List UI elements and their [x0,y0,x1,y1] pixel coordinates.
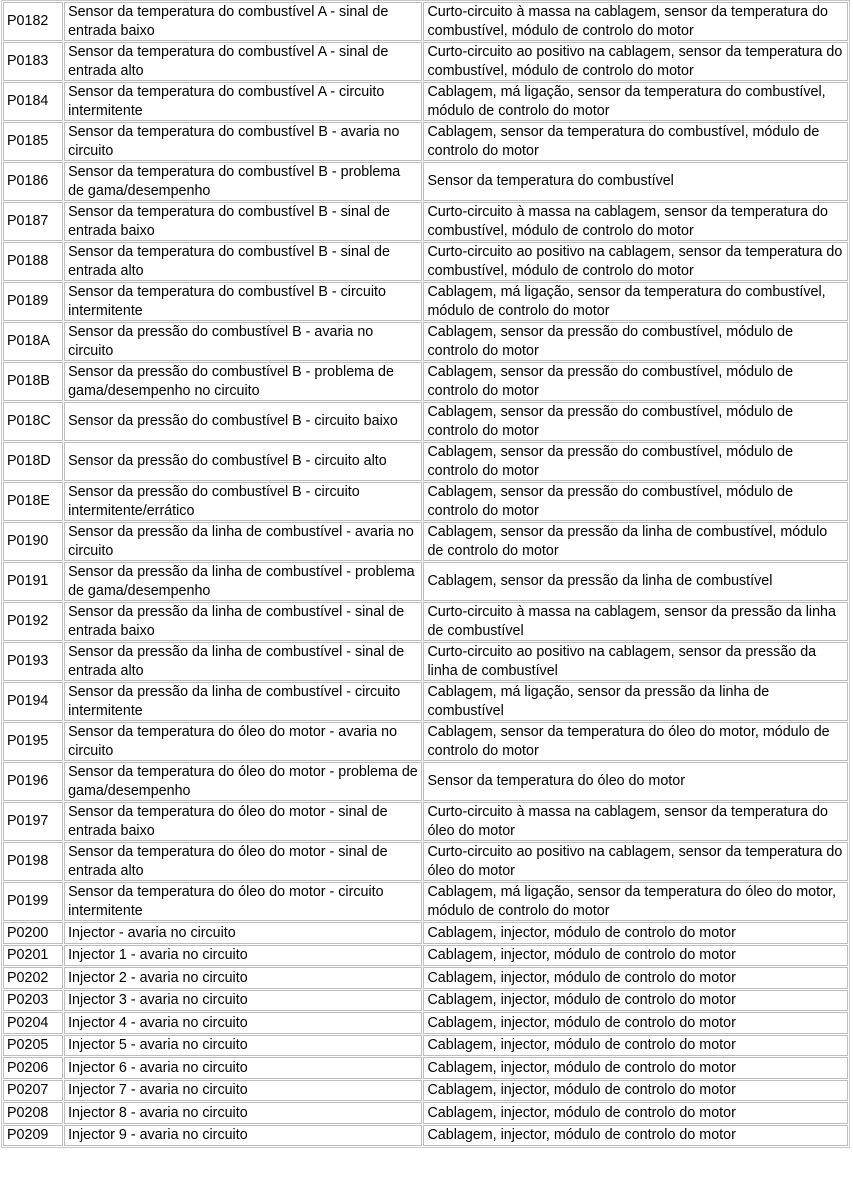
description-cell: Sensor da pressão do combustível B - avaria no circuito [64,322,422,361]
description-cell: Sensor da temperatura do combustível B - sinal de entrada alto [64,242,422,281]
table-row [3,882,848,921]
cause-cell: Curto-circuito à massa na cablagem, sensor da temperatura do óleo do motor [423,802,848,841]
code-cell: P0199 [3,882,63,921]
code-cell: P0188 [3,242,63,281]
code-cell: P0206 [3,1057,63,1079]
description-cell: Sensor da pressão da linha de combustível - avaria no circuito [64,522,422,561]
description-cell: Injector 9 - avaria no circuito [64,1125,422,1147]
code-cell: P0186 [3,162,63,201]
description-cell: Sensor da temperatura do combustível B - avaria no circuito [64,122,422,161]
description-cell: Injector 4 - avaria no circuito [64,1012,422,1034]
cause-cell: Curto-circuito ao positivo na cablagem, sensor da temperatura do óleo do motor [423,842,848,881]
table-row [3,842,848,881]
table-row [3,1080,848,1102]
cause-cell: Cablagem, sensor da pressão do combustível, módulo de controlo do motor [423,322,848,361]
description-cell: Sensor da pressão da linha de combustível - sinal de entrada alto [64,642,422,681]
description-cell: Injector 8 - avaria no circuito [64,1102,422,1124]
table-row [3,682,848,721]
description-cell: Sensor da temperatura do óleo do motor - sinal de entrada baixo [64,802,422,841]
cause-cell: Cablagem, má ligação, sensor da pressão da linha de combustível [423,682,848,721]
description-cell: Sensor da temperatura do óleo do motor - circuito intermitente [64,882,422,921]
description-cell: Injector 5 - avaria no circuito [64,1035,422,1057]
code-cell: P0185 [3,122,63,161]
fault-code-table-body [3,2,848,1146]
code-cell: P0189 [3,282,63,321]
code-cell: P0194 [3,682,63,721]
code-cell: P0184 [3,82,63,121]
cause-cell: Cablagem, sensor da pressão do combustível, módulo de controlo do motor [423,362,848,401]
description-cell: Sensor da temperatura do combustível B - problema de gama/desempenho [64,162,422,201]
table-row [3,1125,848,1147]
code-cell: P0196 [3,762,63,801]
description-cell: Injector 1 - avaria no circuito [64,945,422,967]
table-row [3,282,848,321]
description-cell: Sensor da temperatura do combustível B - circuito intermitente [64,282,422,321]
code-cell: P0208 [3,1102,63,1124]
table-row [3,122,848,161]
table-row [3,42,848,81]
description-cell: Sensor da temperatura do óleo do motor - problema de gama/desempenho [64,762,422,801]
code-cell: P018E [3,482,63,521]
code-cell: P0197 [3,802,63,841]
cause-cell: Cablagem, injector, módulo de controlo do motor [423,1035,848,1057]
code-cell: P0195 [3,722,63,761]
description-cell: Injector 3 - avaria no circuito [64,990,422,1012]
cause-cell: Curto-circuito à massa na cablagem, sensor da temperatura do combustível, módulo de controlo do motor [423,2,848,41]
table-row [3,82,848,121]
code-cell: P0209 [3,1125,63,1147]
table-row [3,482,848,521]
table-row [3,1102,848,1124]
cause-cell: Cablagem, sensor da pressão da linha de combustível, módulo de controlo do motor [423,522,848,561]
table-row [3,945,848,967]
cause-cell: Cablagem, má ligação, sensor da temperatura do combustível, módulo de controlo do motor [423,82,848,121]
cause-cell: Cablagem, injector, módulo de controlo do motor [423,967,848,989]
description-cell: Sensor da pressão da linha de combustível - problema de gama/desempenho [64,562,422,601]
code-cell: P0205 [3,1035,63,1057]
table-row [3,802,848,841]
code-cell: P0187 [3,202,63,241]
cause-cell: Cablagem, sensor da temperatura do óleo do motor, módulo de controlo do motor [423,722,848,761]
table-row [3,1035,848,1057]
cause-cell: Cablagem, sensor da pressão do combustível, módulo de controlo do motor [423,482,848,521]
table-row [3,162,848,201]
code-cell: P018C [3,402,63,441]
cause-cell: Curto-circuito à massa na cablagem, sensor da pressão da linha de combustível [423,602,848,641]
description-cell: Sensor da temperatura do combustível B - sinal de entrada baixo [64,202,422,241]
code-cell: P0193 [3,642,63,681]
code-cell: P0207 [3,1080,63,1102]
cause-cell: Cablagem, injector, módulo de controlo do motor [423,945,848,967]
description-cell: Sensor da temperatura do combustível A - circuito intermitente [64,82,422,121]
cause-cell: Cablagem, injector, módulo de controlo do motor [423,1080,848,1102]
code-cell: P0183 [3,42,63,81]
cause-cell: Cablagem, injector, módulo de controlo do motor [423,990,848,1012]
cause-cell: Cablagem, má ligação, sensor da temperatura do combustível, módulo de controlo do motor [423,282,848,321]
table-row [3,322,848,361]
code-cell: P0192 [3,602,63,641]
description-cell: Sensor da temperatura do combustível A - sinal de entrada baixo [64,2,422,41]
code-cell: P018D [3,442,63,481]
table-row [3,922,848,944]
cause-cell: Cablagem, sensor da pressão do combustível, módulo de controlo do motor [423,402,848,441]
description-cell: Sensor da pressão da linha de combustível - sinal de entrada baixo [64,602,422,641]
description-cell: Sensor da pressão do combustível B - circuito intermitente/errático [64,482,422,521]
table-row [3,990,848,1012]
table-row [3,202,848,241]
cause-cell: Cablagem, sensor da temperatura do combustível, módulo de controlo do motor [423,122,848,161]
cause-cell: Cablagem, injector, módulo de controlo do motor [423,1102,848,1124]
description-cell: Injector 6 - avaria no circuito [64,1057,422,1079]
description-cell: Sensor da pressão do combustível B - circuito alto [64,442,422,481]
description-cell: Injector 2 - avaria no circuito [64,967,422,989]
description-cell: Sensor da temperatura do óleo do motor - sinal de entrada alto [64,842,422,881]
table-row [3,642,848,681]
cause-cell: Sensor da temperatura do combustível [423,162,848,201]
code-cell: P0202 [3,967,63,989]
cause-cell: Cablagem, sensor da pressão do combustível, módulo de controlo do motor [423,442,848,481]
description-cell: Sensor da temperatura do combustível A - sinal de entrada alto [64,42,422,81]
table-row [3,242,848,281]
table-row [3,1012,848,1034]
cause-cell: Cablagem, má ligação, sensor da temperatura do óleo do motor, módulo de controlo do motor [423,882,848,921]
code-cell: P0190 [3,522,63,561]
code-cell: P018B [3,362,63,401]
cause-cell: Cablagem, sensor da pressão da linha de combustível [423,562,848,601]
description-cell: Sensor da pressão do combustível B - problema de gama/desempenho no circuito [64,362,422,401]
cause-cell: Cablagem, injector, módulo de controlo do motor [423,1012,848,1034]
cause-cell: Curto-circuito ao positivo na cablagem, sensor da pressão da linha de combustível [423,642,848,681]
table-row [3,562,848,601]
description-cell: Injector - avaria no circuito [64,922,422,944]
table-row [3,362,848,401]
code-cell: P0203 [3,990,63,1012]
code-cell: P0204 [3,1012,63,1034]
table-row [3,2,848,41]
cause-cell: Curto-circuito à massa na cablagem, sensor da temperatura do combustível, módulo de controlo do motor [423,202,848,241]
description-cell: Sensor da pressão do combustível B - circuito baixo [64,402,422,441]
code-cell: P0200 [3,922,63,944]
code-cell: P0182 [3,2,63,41]
table-row [3,722,848,761]
cause-cell: Sensor da temperatura do óleo do motor [423,762,848,801]
description-cell: Sensor da temperatura do óleo do motor - avaria no circuito [64,722,422,761]
description-cell: Injector 7 - avaria no circuito [64,1080,422,1102]
table-row [3,402,848,441]
table-row [3,602,848,641]
code-cell: P018A [3,322,63,361]
cause-cell: Cablagem, injector, módulo de controlo do motor [423,1057,848,1079]
table-row [3,442,848,481]
code-cell: P0201 [3,945,63,967]
cause-cell: Curto-circuito ao positivo na cablagem, sensor da temperatura do combustível, módulo de controlo do motor [423,42,848,81]
cause-cell: Cablagem, injector, módulo de controlo do motor [423,1125,848,1147]
description-cell: Sensor da pressão da linha de combustível - circuito intermitente [64,682,422,721]
cause-cell: Curto-circuito ao positivo na cablagem, sensor da temperatura do combustível, módulo de controlo do motor [423,242,848,281]
table-row [3,1057,848,1079]
fault-code-table [1,0,850,1148]
table-row [3,522,848,561]
table-row [3,762,848,801]
code-cell: P0198 [3,842,63,881]
table-row [3,967,848,989]
cause-cell: Cablagem, injector, módulo de controlo do motor [423,922,848,944]
code-cell: P0191 [3,562,63,601]
